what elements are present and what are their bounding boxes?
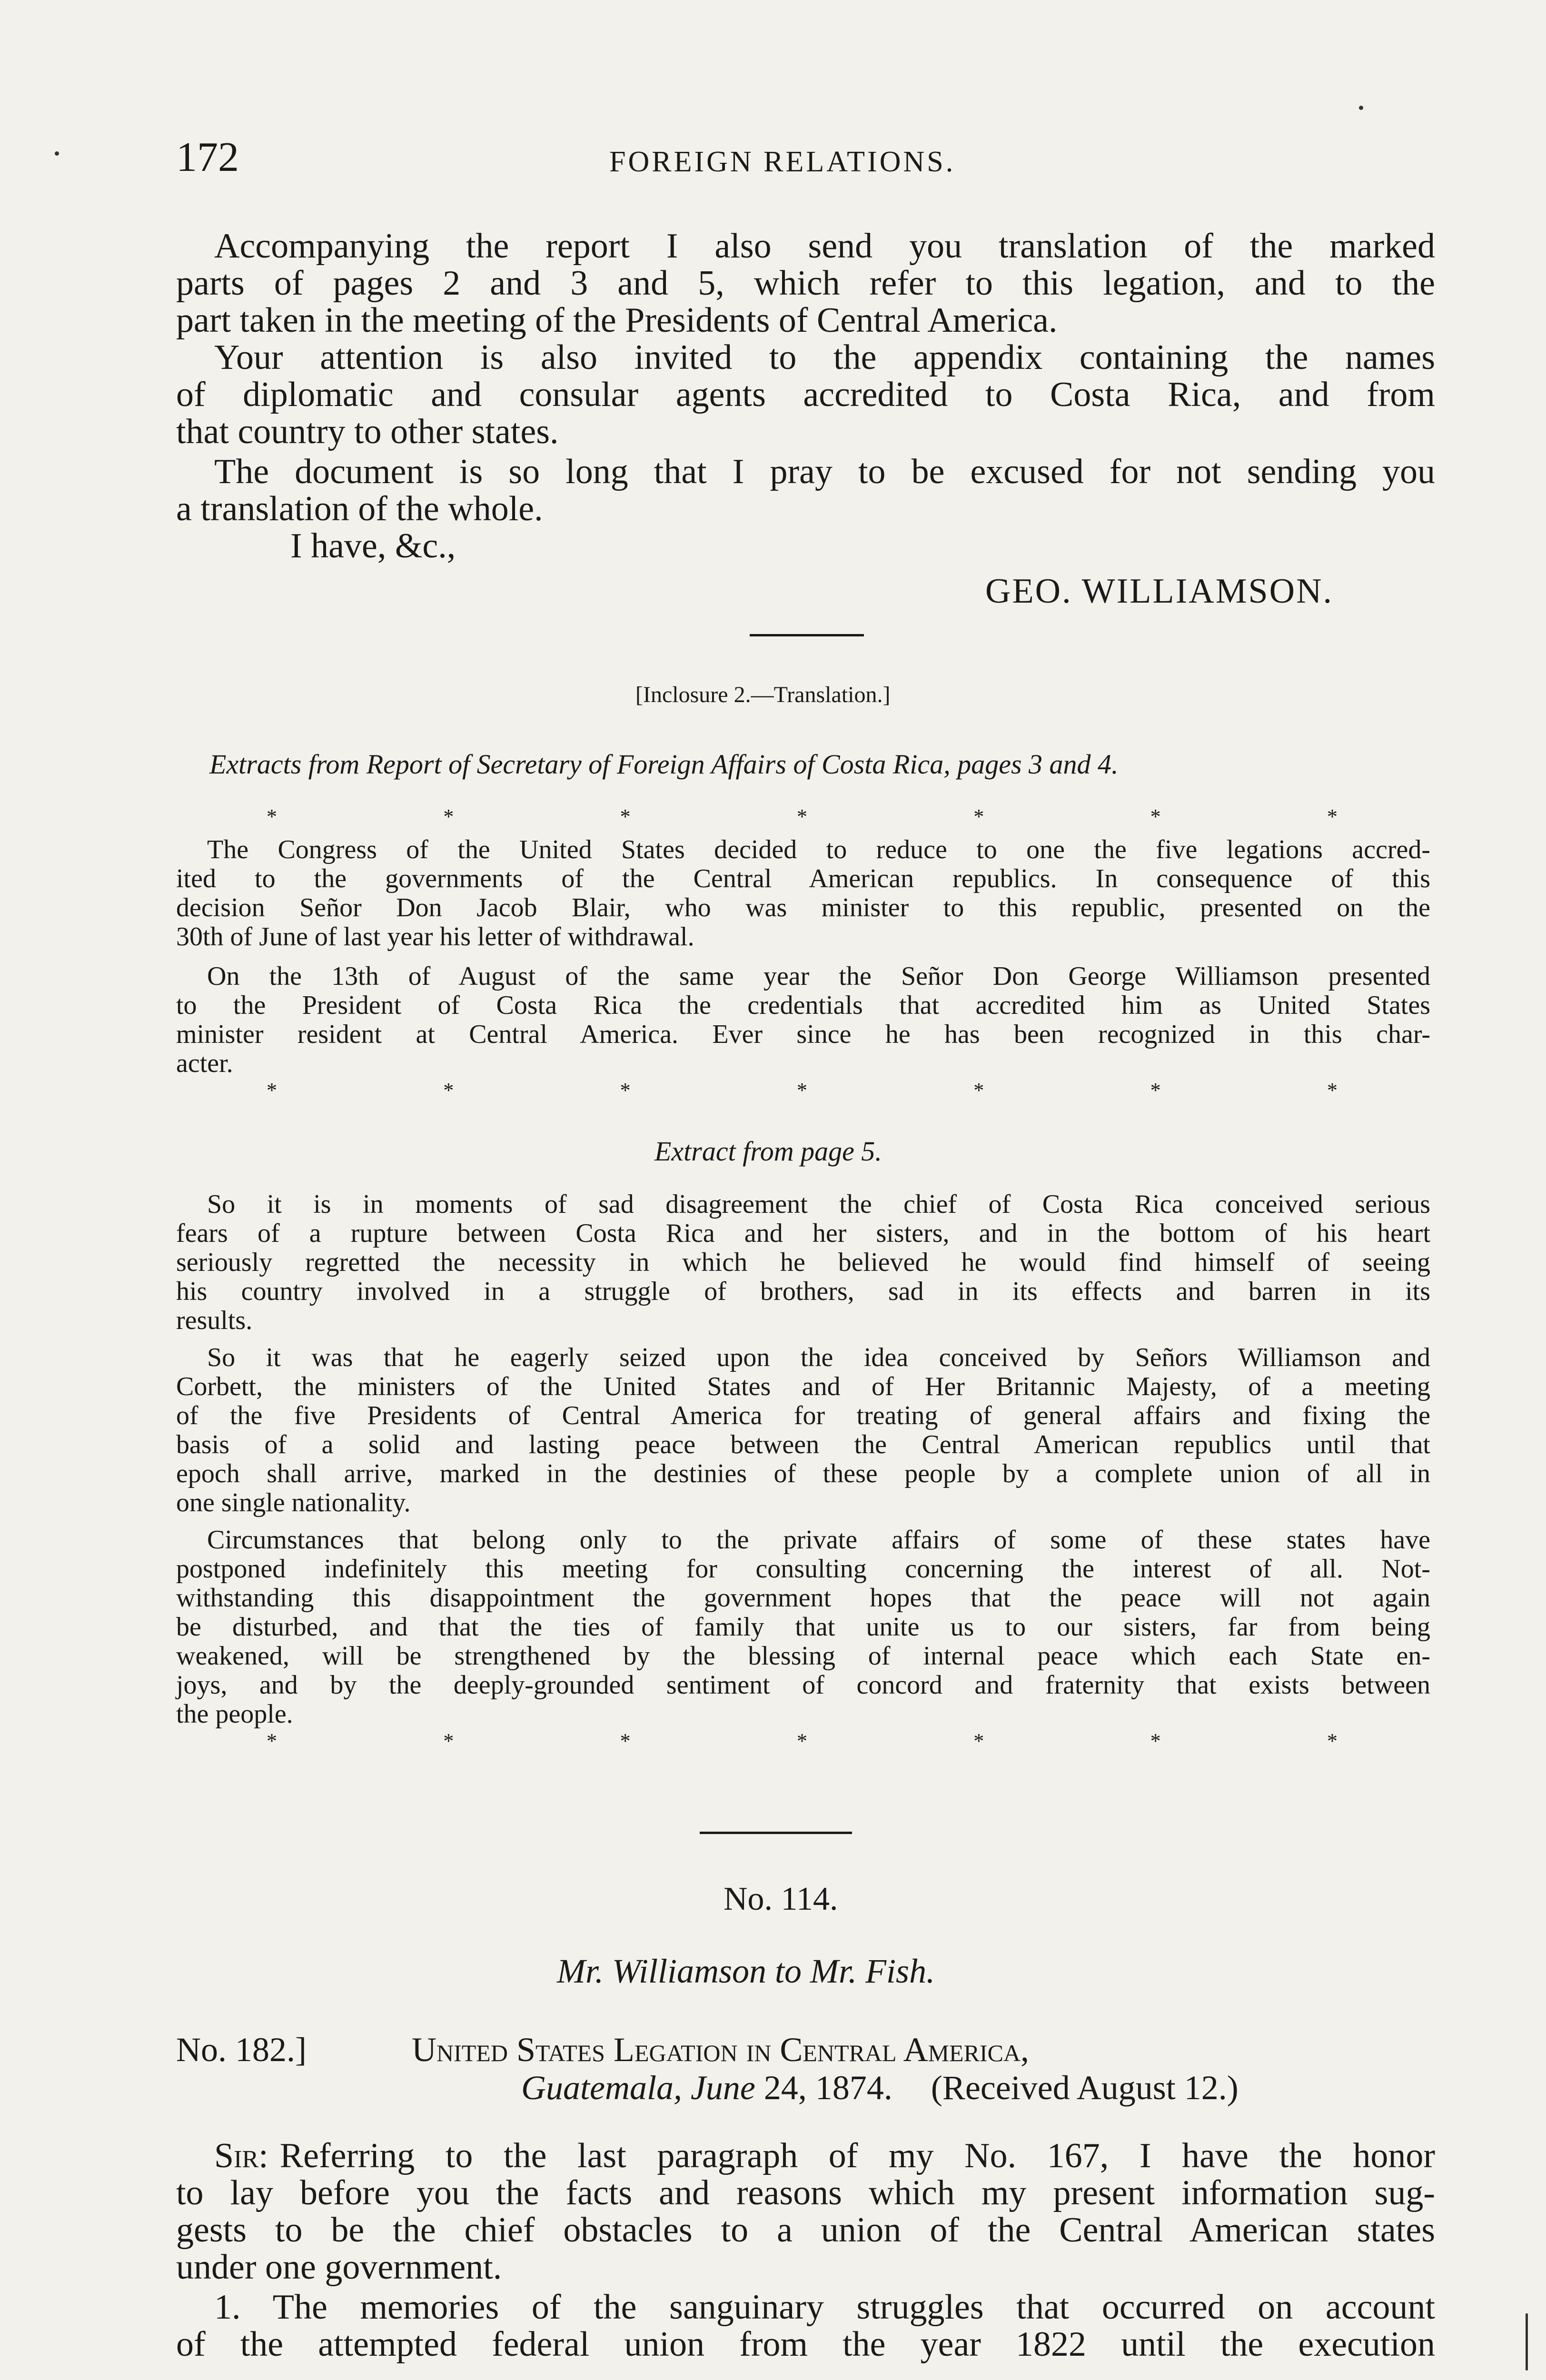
paragraph-line: to the President of Costa Rica the credentials that accredited him as United States: [176, 991, 1430, 1020]
paragraph-line: be disturbed, and that the ties of family that unite us to our sisters, far from being: [176, 1612, 1430, 1642]
paragraph-line: fears of a rupture between Costa Rica and her sisters, and in the bottom of his heart: [176, 1219, 1430, 1248]
salutation: Sir:: [214, 2136, 268, 2175]
paragraph-line: results.: [176, 1306, 253, 1335]
body-text: Referring to the last paragraph of my No. 167, I have the honor: [279, 2136, 1435, 2175]
paragraph-line: seriously regretted the necessity in which he believed he would find himself of seeing: [176, 1248, 1430, 1277]
section-rule: [750, 634, 864, 636]
paragraph-line: basis of a solid and lasting peace between the Central American republics until that: [176, 1430, 1430, 1459]
letter-line: parts of pages 2 and 3 and 5, which refer to this legation, and to the: [176, 264, 1435, 303]
paragraph-line: Corbett, the ministers of the United States and of Her Britannic Majesty, of a meeting: [176, 1372, 1430, 1401]
date-rest: 24, 1874.: [763, 2069, 892, 2107]
signature: GEO. WILLIAMSON.: [985, 572, 1334, 611]
dispatch-line: 1. The memories of the sanguinary struggles that occurred on account: [214, 2288, 1435, 2327]
scan-speck: [1359, 106, 1363, 110]
paragraph-line: The Congress of the United States decided to reduce to one the five legations accred-: [207, 835, 1430, 864]
dispatch-line: under one government.: [176, 2248, 502, 2287]
dispatch-line: [214, 2137, 1435, 2174]
paragraph-line: minister resident at Central America. Ever since he has been recognized in this char-: [176, 1020, 1430, 1049]
enclosure-label: [Inclosure 2.—Translation.]: [635, 682, 891, 707]
scan-mark: [1526, 2313, 1528, 2370]
letter-line: Accompanying the report I also send you translation of the marked: [214, 227, 1435, 266]
dispatch-line: of the attempted federal union from the year 1822 until the execution: [176, 2325, 1435, 2364]
paragraph-line: withstanding this disappointment the government hopes that the peace will not again: [176, 1583, 1430, 1613]
date-city: Guatemala,: [521, 2069, 682, 2107]
ellipsis-stars: * * * * * * *: [267, 1079, 1338, 1102]
section-rule: [700, 1832, 852, 1834]
paragraph-line: ited to the governments of the Central American republics. In consequence of this: [176, 864, 1430, 893]
paragraph-line: joys, and by the deeply-grounded sentiment of concord and fraternity that exists between: [176, 1670, 1430, 1700]
paragraph-line: weakened, will be strengthened by the blessing of internal peace which each State en-: [176, 1641, 1430, 1671]
paragraph-line: acter.: [176, 1049, 233, 1078]
paragraph-line: So it was that he eagerly seized upon the idea conceived by Señors Williamson and: [207, 1343, 1430, 1372]
paragraph-line: the people.: [176, 1699, 293, 1729]
letter-line: The document is so long that I pray to be excused for not sending you: [214, 452, 1435, 491]
scan-speck: [55, 151, 59, 156]
letter-line: a translation of the whole.: [176, 489, 543, 528]
date-month: June: [690, 2069, 755, 2107]
paragraph-line: of the five Presidents of Central America for treating of general affairs and fixing the: [176, 1401, 1430, 1430]
reference-number: No. 182.]: [176, 2031, 307, 2069]
dispatch-title: Mr. Williamson to Mr. Fish.: [557, 1952, 935, 1990]
legation-line: United States Legation in Central America,: [412, 2031, 1030, 2069]
page-number: 172: [176, 134, 239, 180]
paragraph-line: epoch shall arrive, marked in the destinies of these people by a complete union of all in: [176, 1459, 1430, 1488]
letter-line: that country to other states.: [176, 412, 559, 451]
paragraph-line: his country involved in a struggle of brothers, sad in its effects and barren in its: [176, 1277, 1430, 1306]
running-head: FOREIGN RELATIONS.: [609, 146, 956, 178]
paragraph-line: postponed indefinitely this meeting for consulting concerning the interest of all. Not-: [176, 1554, 1430, 1584]
paragraph-line: 30th of June of last year his letter of withdrawal.: [176, 922, 694, 952]
ellipsis-stars: * * * * * * *: [267, 805, 1338, 828]
letter-line: Your attention is also invited to the appendix containing the names: [214, 338, 1435, 377]
ellipsis-stars: * * * * * * *: [267, 1729, 1338, 1753]
paragraph-line: So it is in moments of sad disagreement the chief of Costa Rica conceived serious: [207, 1190, 1430, 1219]
received-date: (Received August 12.): [931, 2069, 1239, 2107]
closing-line: I have, &c.,: [290, 526, 456, 565]
paragraph-line: Circumstances that belong only to the private affairs of some of these states have: [207, 1525, 1430, 1555]
letter-line: of diplomatic and consular agents accredited to Costa Rica, and from: [176, 375, 1435, 414]
dispatch-line: gests to be the chief obstacles to a union of the Central American states: [176, 2211, 1435, 2250]
paragraph-line: one single nationality.: [176, 1488, 411, 1517]
extract-heading: Extract from page 5.: [654, 1136, 882, 1167]
paragraph-line: decision Señor Don Jacob Blair, who was minister to this republic, presented on the: [176, 893, 1430, 922]
enclosure-title: Extracts from Report of Secretary of Foreign Affairs of Costa Rica, pages 3 and 4.: [209, 749, 1119, 780]
letter-line: part taken in the meeting of the Presidents of Central America.: [176, 301, 1058, 340]
paragraph-line: On the 13th of August of the same year the Señor Don George Williamson presented: [207, 962, 1430, 991]
dispatch-line: to lay before you the facts and reasons which my present information sug-: [176, 2173, 1435, 2212]
dispatch-number: No. 114.: [723, 1881, 838, 1917]
dateline: [521, 2068, 1239, 2108]
